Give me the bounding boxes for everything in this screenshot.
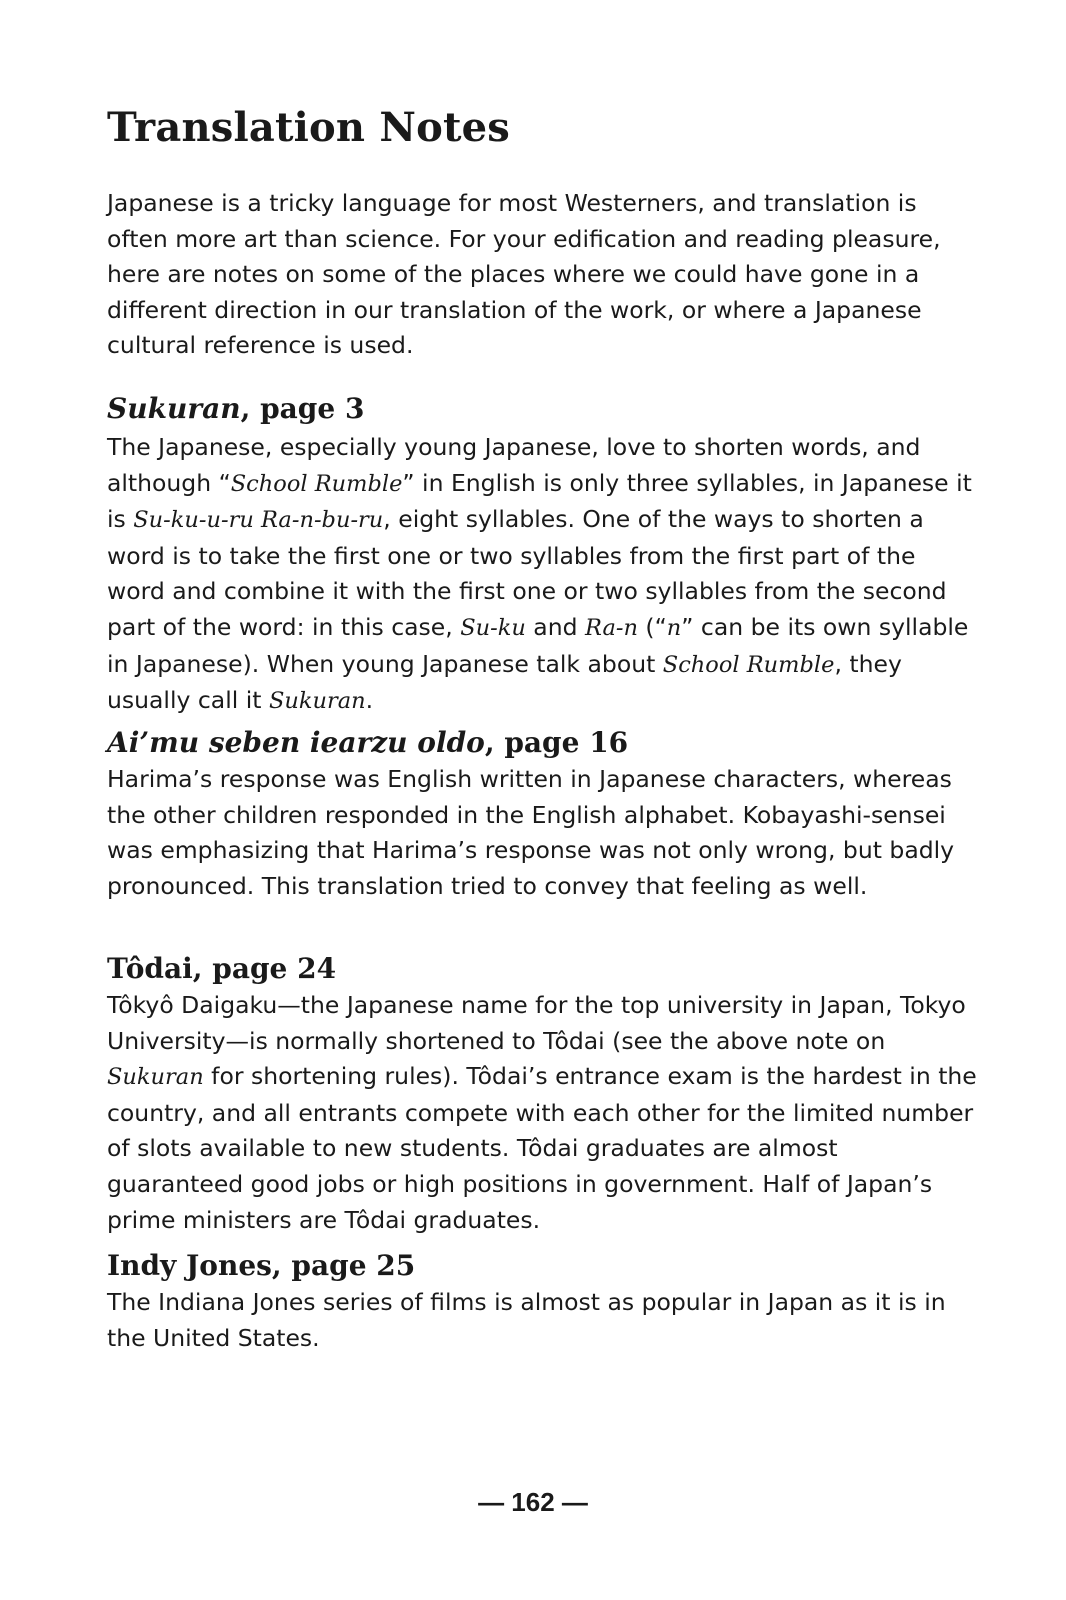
note-body-indy-jones [107, 1285, 977, 1356]
note-heading-term: Ai’mu seben iearzu oldo [107, 726, 485, 759]
note-body-aimu-seben [107, 762, 977, 904]
note-italic-text: n [666, 614, 682, 641]
note-text: ” in English is only three syllables, in Japanese it is [107, 468, 972, 534]
note-body-sukuran [107, 430, 977, 720]
note-italic-text: Su-ku-u-ru Ra-n-bu-ru [133, 507, 384, 534]
note-text: ” can be its own syllable in Japanese). When young Japanese talk about [107, 612, 969, 678]
note-heading-aimu-seben [107, 724, 628, 762]
note-text: . [365, 686, 374, 715]
note-italic-text: Sukuran [268, 688, 366, 715]
intro-paragraph: Japanese is a tricky language for most Westerners, and translation is often more art than science. For your edification and reading pleasure, here are notes on some of the places where we could have gone in a different direction in our translation of the work, or where a Japanese cultural reference is used. [107, 189, 941, 360]
page-title: Translation Notes [107, 104, 511, 151]
note-text: for shortening rules). Tôdai’s entrance exam is the hardest in the country, and all entrants compete with each other for the limited number of slots available to new students. Tôdai graduates are almost guaranteed good jobs or high positions in government. Half of Japan’s prime ministers are Tôdai graduates. [107, 1062, 977, 1234]
note-italic-text: Su-ku [460, 614, 526, 641]
note-italic-text: Ra-n [584, 614, 638, 641]
note-italic-text: School Rumble [230, 470, 403, 497]
note-text: The Indiana Jones series of films is almost as popular in Japan as it is in the United States. [107, 1288, 946, 1352]
note-heading-page: , page 3 [240, 392, 365, 425]
note-italic-text: School Rumble [662, 651, 835, 678]
note-heading-todai: Tôdai, page 24 [107, 952, 337, 985]
note-text: Harima’s response was English written in Japanese characters, whereas the other children responded in the English alphabet. Kobayashi-sensei was emphasizing that Harima’s response was not only wrong, but badly pronounced. This translation tried to convey that feeling as well. [107, 765, 955, 900]
note-italic-text: Sukuran [107, 1064, 204, 1091]
note-text: and [525, 612, 585, 641]
note-body-todai [107, 988, 977, 1238]
note-text: (“ [637, 612, 667, 641]
note-heading-page: , page 16 [484, 726, 629, 759]
note-heading-term: Sukuran [107, 392, 241, 425]
note-text: Tôkyô Daigaku—the Japanese name for the top university in Japan, Tokyo University—is normally shortened to Tôdai (see the above note on [107, 991, 966, 1055]
note-text: The Japanese, especially young Japanese, love to shorten words, and although “ [107, 433, 921, 497]
note-text: , they usually call it [107, 649, 902, 715]
note-heading-sukuran [107, 390, 364, 428]
note-text: , eight syllables. One of the ways to shorten a word is to take the first one or two syllables from the first part of the word and combine it with the first one or two syllables from the second part of the word: in this case, [107, 505, 947, 641]
note-heading-indy-jones: Indy Jones, page 25 [107, 1249, 416, 1282]
page-number: — 162 — [478, 1487, 588, 1517]
